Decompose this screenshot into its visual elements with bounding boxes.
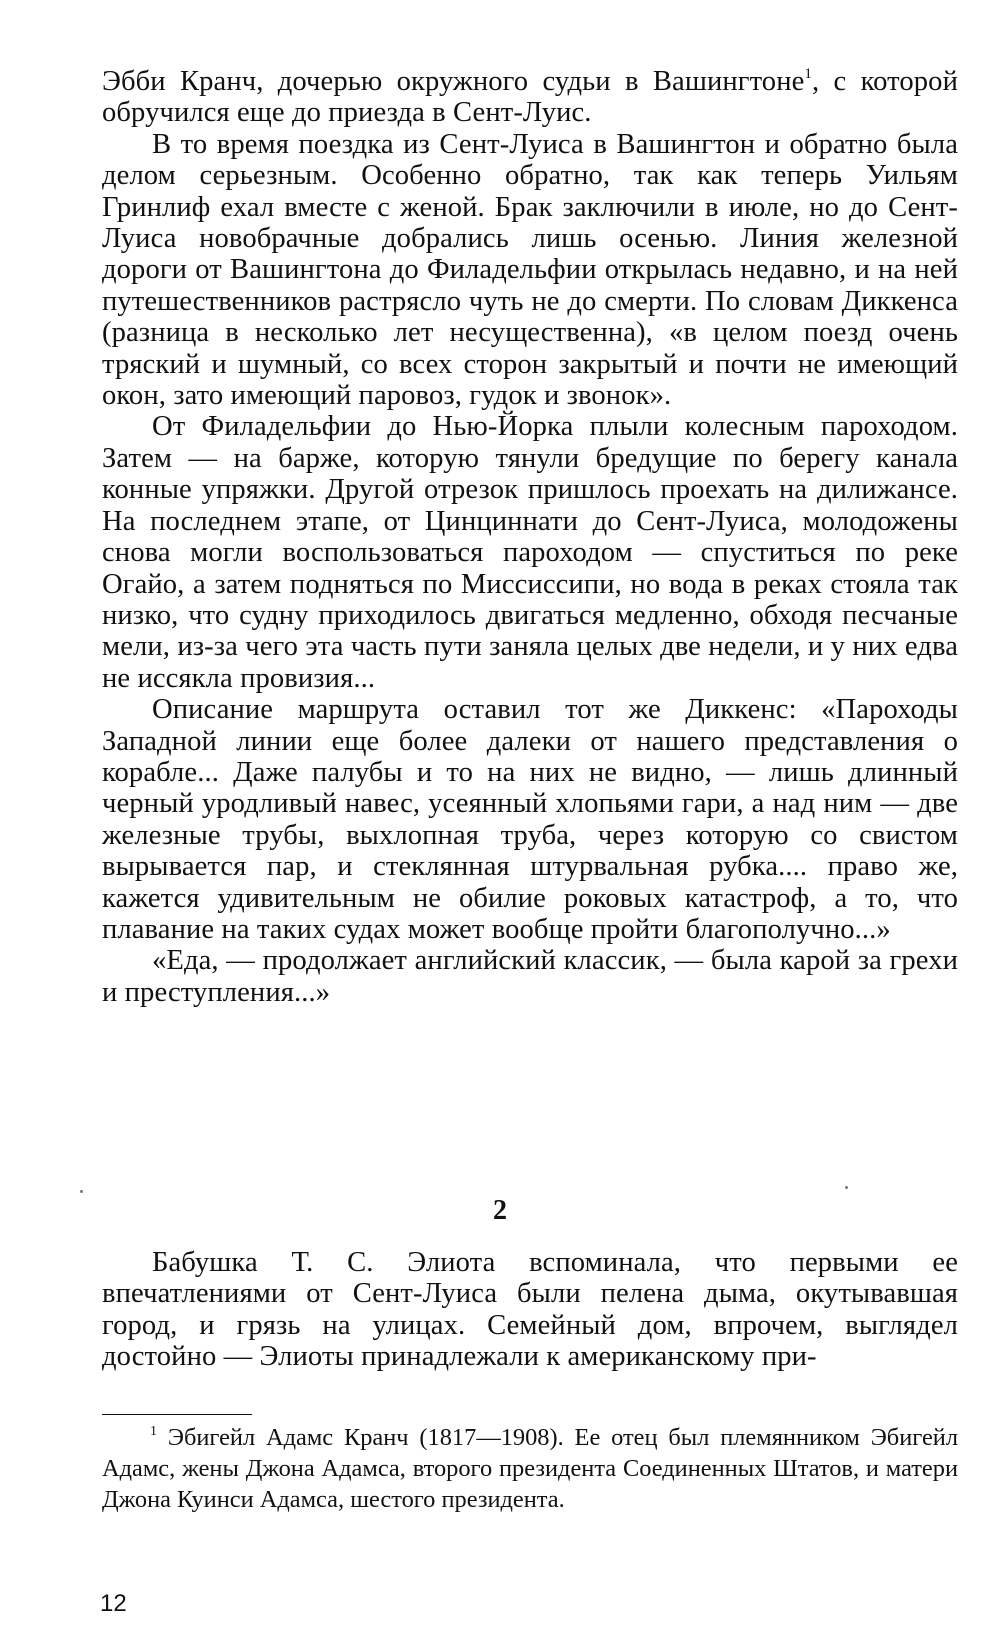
scan-speck xyxy=(80,1190,83,1193)
footnote-marker: 1 xyxy=(150,1424,157,1439)
paragraph-eliot-grandmother: Бабушка Т. С. Элиота вспоминала, что первыми ее впечатлениями от Сент-Луиса были пелена дыма, окутывавшая город, и грязь на улицах. Семейный дом, впрочем, выглядел достойно — Элиоты принадлежали к американскому при- xyxy=(102,1247,958,1373)
scan-speck xyxy=(845,1186,848,1189)
section-text xyxy=(102,1247,958,1373)
paragraph-travel: В то время поездка из Сент-Луиса в Вашингтон и обратно была делом серьезным. Особенно обратно, так как теперь Уильям Гринлиф ехал вместе с женой. Брак заключили в июле, но до Сент-Луиса новобрачные добрались лишь осенью. Линия железной дороги от Вашингтона до Филадельфии открылась недавно, и на ней путешественников растрясло чуть не до смерти. По словам Диккенса (разница в несколько лет несущественна), «в целом поезд очень тряский и шумный, со всех сторон закрытый и почти не имеющий окон, зато имеющий паровоз, гудок и звонок». xyxy=(102,128,958,412)
paragraph-dickens-quote: Описание маршрута оставил тот же Диккенс: «Пароходы Западной линии еще более далеки от нашего представления о корабле... Даже палубы и то на них не видно, — лишь длинный черный уродливый навес, усеянный хлопьями гари, а над ним — две железные трубы, выхлопная труба, через которую со свистом вырывается пар, и стеклянная штурвальная рубка.... право же, кажется удивительным не обилие роковых катастроф, а то, что плавание на таких судах может вообще пройти благополучно...» xyxy=(102,694,958,945)
paragraph-route: От Филадельфии до Нью-Йорка плыли колесным пароходом. Затем — на барже, которую тянули бредущие по берегу канала конные упряжки. Другой отрезок пришлось проехать на дилижансе. На последнем этапе, от Цинциннати до Сент-Луиса, молодожены снова могли воспользоваться пароходом — спуститься по реке Огайо, а затем подняться по Миссиссипи, но вода в реках стояла так низко, что судну приходилось двигаться медленно, обходя песчаные мели, из-за чего эта часть пути заняла целых две недели, и у них едва не иссякла провизия... xyxy=(102,411,958,694)
footnote-text: Эбигейл Адамс Кранч (1817—1908). Ее отец был племянником Эбигейл Адамс, жены Джона Адамса, второго президента Соединенных Штатов, и матери Джона Куинси Адамса, шестого президента. xyxy=(102,1424,958,1513)
main-text xyxy=(102,66,958,1008)
paragraph-continued xyxy=(102,66,958,129)
page-number: 12 xyxy=(100,1590,127,1617)
chapter-number: 2 xyxy=(493,1195,507,1226)
paragraph-text-tail: , с которой обручился еще до приезда в Сент-Луис. xyxy=(102,66,958,129)
footnote-reference: 1 xyxy=(804,66,812,82)
paragraph-food-quote: «Еда, — продолжает английский классик, — была карой за грехи и преступления...» xyxy=(102,945,958,1008)
footnote xyxy=(102,1422,958,1515)
footnote-divider xyxy=(102,1414,252,1415)
paragraph-text: Эбби Кранч, дочерью окружного судьи в Вашингтоне xyxy=(102,66,805,97)
